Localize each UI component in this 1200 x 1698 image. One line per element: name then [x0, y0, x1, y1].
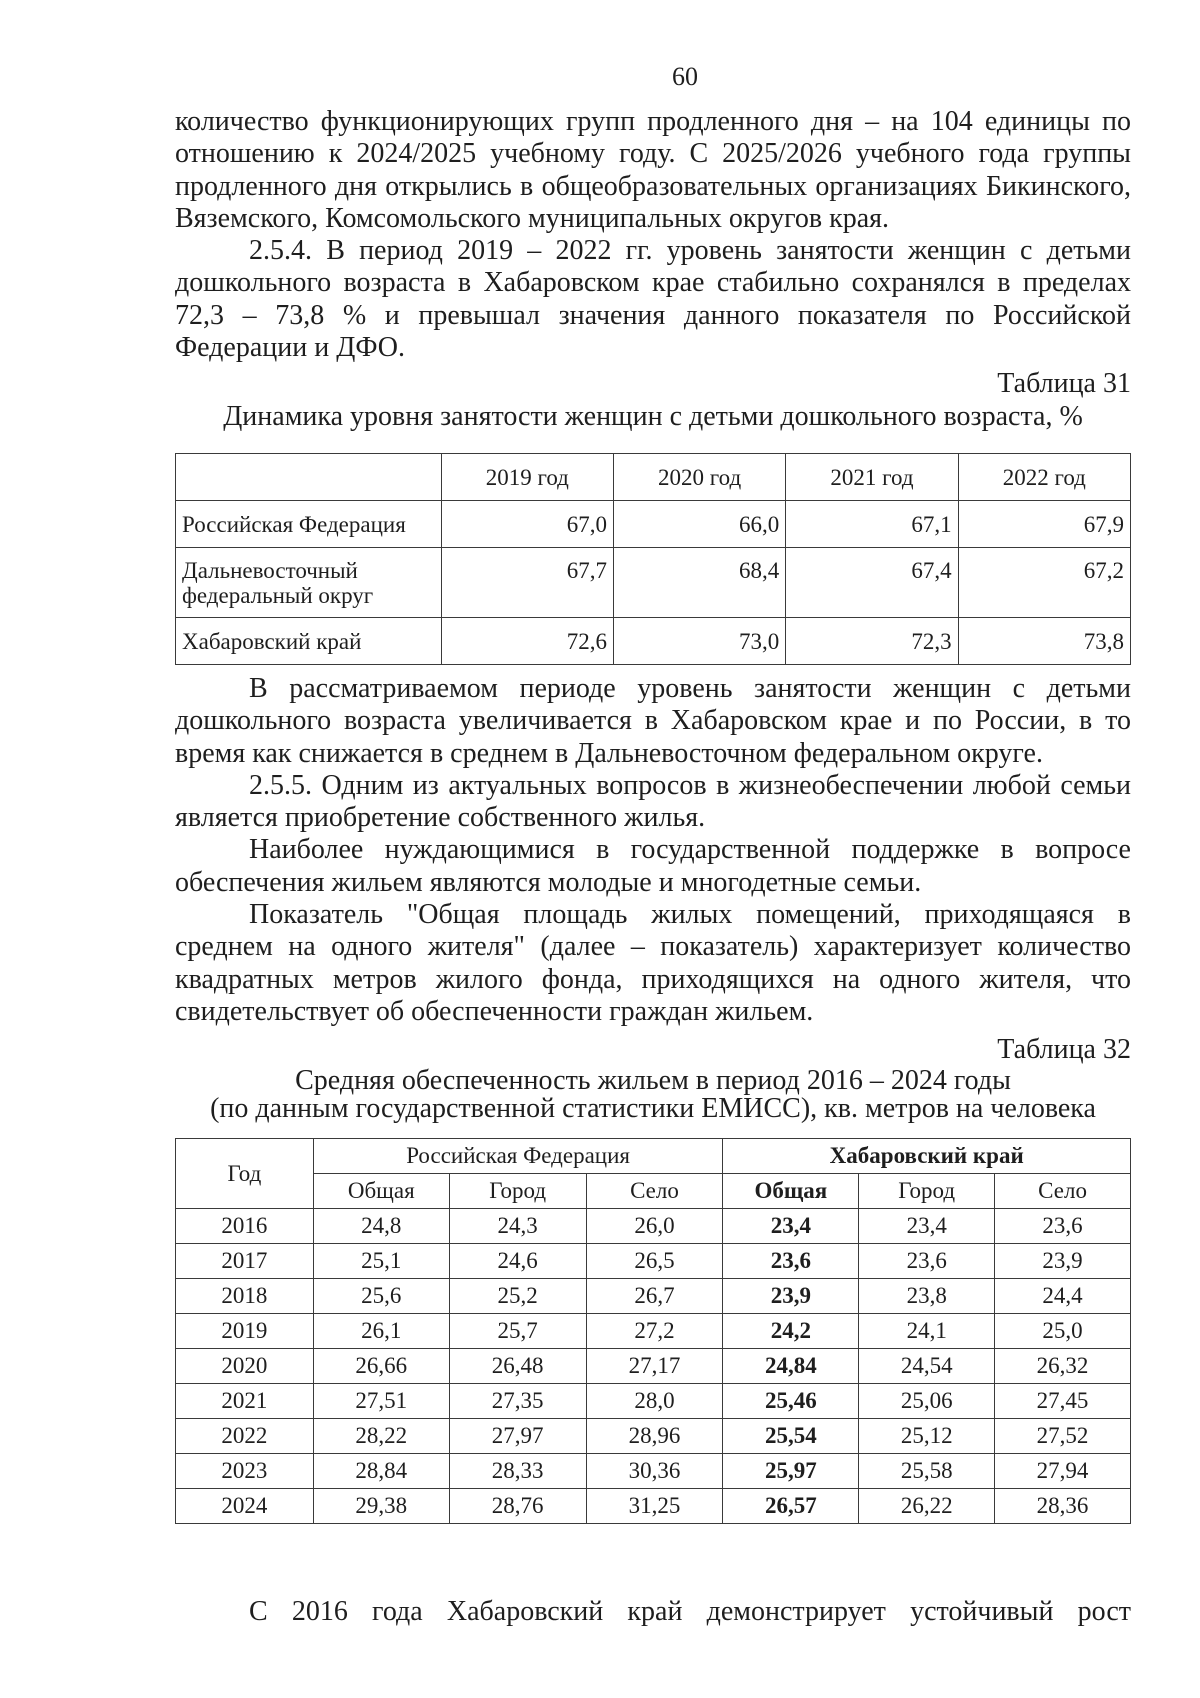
- table32-cell: 25,7: [449, 1314, 586, 1349]
- page-number: 60: [672, 62, 698, 91]
- table32-cell: 28,22: [313, 1419, 449, 1454]
- table-32: [175, 1138, 1131, 1524]
- table32-cell: 24,4: [995, 1279, 1131, 1314]
- table32-cell: 25,06: [859, 1384, 995, 1419]
- table32-row: [176, 1454, 1131, 1489]
- table32-cell: 28,84: [313, 1454, 449, 1489]
- table31-cell: 67,4: [786, 548, 958, 618]
- table32-year-cell: 2024: [176, 1489, 314, 1524]
- paragraph-1: количество функционирующих групп продленного дня – на 104 единицы по отношению к 2024/2025 учебному году. С 2025/2026 учебного года группы продленного дня открылись в общеобразовательных организациях Бикинского, Вяземского, Комсомольского муниципальных округов края.: [175, 106, 1131, 234]
- table32-cell: 23,6: [859, 1244, 995, 1279]
- table32-subheader: Общая: [723, 1174, 859, 1209]
- table31-row: [176, 618, 1131, 665]
- table32-subheader: Общая: [313, 1174, 449, 1209]
- table31-row: [176, 501, 1131, 548]
- table31-cell: 67,9: [958, 501, 1130, 548]
- table32-group-header-row: [176, 1139, 1131, 1174]
- table32-year-cell: 2021: [176, 1384, 314, 1419]
- paragraph-7: С 2016 года Хабаровский край демонстрирует устойчивый рост: [249, 1596, 1131, 1627]
- table31-cell: 72,6: [441, 618, 613, 665]
- table32-cell: 28,0: [586, 1384, 723, 1419]
- table32-cell: 27,17: [586, 1349, 723, 1384]
- table32-cell: 23,9: [995, 1244, 1131, 1279]
- table31-cell: 67,7: [441, 548, 613, 618]
- paragraph-2: 2.5.4. В период 2019 – 2022 гг. уровень занятости женщин с детьми дошкольного возраста в Хабаровском крае стабильно сохранялся в пределах 72,3 – 73,8 % и превышал значения данного показателя по Российской Федерации и ДФО.: [175, 235, 1131, 364]
- table31-cell: 67,2: [958, 548, 1130, 618]
- table-31: [175, 453, 1131, 665]
- paragraph-3: В рассматриваемом периоде уровень занятости женщин с детьми дошкольного возраста увеличивается в Хабаровском крае и по России, в то время как снижается в среднем в Дальневосточном федеральном округе.: [175, 673, 1131, 769]
- table32-year-cell: 2017: [176, 1244, 314, 1279]
- table32-cell: 23,6: [723, 1244, 859, 1279]
- table31-row-label: Дальневосточный федеральный округ: [176, 548, 442, 618]
- table32-cell: 23,4: [859, 1209, 995, 1244]
- table32-cell: 25,6: [313, 1279, 449, 1314]
- table32-cell: 24,3: [449, 1209, 586, 1244]
- table32-cell: 23,4: [723, 1209, 859, 1244]
- table32-cell: 24,2: [723, 1314, 859, 1349]
- table31-cell: 67,1: [786, 501, 958, 548]
- table31-row-label: Хабаровский край: [176, 618, 442, 665]
- table31-header-row: [176, 454, 1131, 501]
- table32-cell: 25,97: [723, 1454, 859, 1489]
- table32-subheader: Город: [449, 1174, 586, 1209]
- table32-cell: 25,58: [859, 1454, 995, 1489]
- table32-cell: 27,97: [449, 1419, 586, 1454]
- table32-year-cell: 2022: [176, 1419, 314, 1454]
- table32-cell: 25,1: [313, 1244, 449, 1279]
- table32-cell: 25,2: [449, 1279, 586, 1314]
- table32-cell: 23,6: [995, 1209, 1131, 1244]
- text-block-bottom: [175, 1596, 1131, 1628]
- table32-cell: 25,54: [723, 1419, 859, 1454]
- table32-cell: 28,76: [449, 1489, 586, 1524]
- table32-subheader: Город: [859, 1174, 995, 1209]
- table32-cell: 28,96: [586, 1419, 723, 1454]
- table32-subheader-row: [176, 1174, 1131, 1209]
- table32-cell: 29,38: [313, 1489, 449, 1524]
- table32-cell: 24,54: [859, 1349, 995, 1384]
- table32-cell: 27,45: [995, 1384, 1131, 1419]
- table32-row: [176, 1349, 1131, 1384]
- table31-cell: 66,0: [613, 501, 785, 548]
- paragraph-4: 2.5.5. Одним из актуальных вопросов в жизнеобеспечении любой семьи является приобретение собственного жилья.: [175, 769, 1131, 834]
- table32-body: [176, 1209, 1131, 1524]
- table32-cell: 25,12: [859, 1419, 995, 1454]
- table31-cell: 68,4: [613, 548, 785, 618]
- table32-cell: 26,0: [586, 1209, 723, 1244]
- table32-subheader: Село: [995, 1174, 1131, 1209]
- table32-label: Таблица 32: [997, 1034, 1131, 1066]
- table32-cell: 26,32: [995, 1349, 1131, 1384]
- table32-group-header-khabarovsk: Хабаровский край: [723, 1139, 1131, 1174]
- table31-header-cell: 2021 год: [786, 454, 958, 501]
- table31-cell: 73,0: [613, 618, 785, 665]
- paragraph-6: Показатель "Общая площадь жилых помещений, приходящаяся в среднем на одного жителя" (далее – показатель) характеризует количество квадратных метров жилого фонда, приходящихся на одного жителя, что свидетельствует об обеспеченности граждан жильем.: [175, 899, 1131, 1027]
- table31-cell: 72,3: [786, 618, 958, 665]
- table32-cell: 25,46: [723, 1384, 859, 1419]
- table32-year-cell: 2020: [176, 1349, 314, 1384]
- table32-cell: 27,94: [995, 1454, 1131, 1489]
- table32-cell: 26,57: [723, 1489, 859, 1524]
- table31-title: Динамика уровня занятости женщин с детьми дошкольного возраста, %: [223, 400, 1083, 432]
- table31-cell: 67,0: [441, 501, 613, 548]
- table32-title-line2: (по данным государственной статистики ЕМИСС), кв. метров на человека: [210, 1092, 1096, 1124]
- table32-cell: 24,6: [449, 1244, 586, 1279]
- table32-cell: 26,66: [313, 1349, 449, 1384]
- table32-cell: 28,33: [449, 1454, 586, 1489]
- table32-cell: 27,2: [586, 1314, 723, 1349]
- table32-cell: 27,35: [449, 1384, 586, 1419]
- text-block-top: [175, 106, 1131, 433]
- table32-cell: 27,52: [995, 1419, 1131, 1454]
- table32-row: [176, 1384, 1131, 1419]
- table31-cell: 73,8: [958, 618, 1130, 665]
- table32-cell: 24,1: [859, 1314, 995, 1349]
- table32-cell: 26,1: [313, 1314, 449, 1349]
- table32-row: [176, 1209, 1131, 1244]
- table31-header-cell: [176, 454, 442, 501]
- table32-row: [176, 1314, 1131, 1349]
- table31-row: [176, 548, 1131, 618]
- table32-cell: 24,8: [313, 1209, 449, 1244]
- table32-cell: 30,36: [586, 1454, 723, 1489]
- table32-cell: 25,0: [995, 1314, 1131, 1349]
- table32-group-header-rf: Российская Федерация: [313, 1139, 723, 1174]
- table32-cell: 26,5: [586, 1244, 723, 1279]
- table32-cell: 23,9: [723, 1279, 859, 1314]
- table32-row: [176, 1489, 1131, 1524]
- table32-cell: 23,8: [859, 1279, 995, 1314]
- table31-header-cell: 2022 год: [958, 454, 1130, 501]
- table32-cell: 26,48: [449, 1349, 586, 1384]
- table32-cell: 26,22: [859, 1489, 995, 1524]
- table31-header-cell: 2019 год: [441, 454, 613, 501]
- table32-cell: 24,84: [723, 1349, 859, 1384]
- table32-row: [176, 1279, 1131, 1314]
- table32-year-cell: 2023: [176, 1454, 314, 1489]
- table32-cell: 31,25: [586, 1489, 723, 1524]
- table32-year-cell: 2019: [176, 1314, 314, 1349]
- table31-header-cell: 2020 год: [613, 454, 785, 501]
- text-block-middle: [175, 673, 1131, 1123]
- table32-title-line1: Средняя обеспеченность жильем в период 2016 – 2024 годы: [295, 1064, 1011, 1096]
- table32-cell: 26,7: [586, 1279, 723, 1314]
- table32-year-header: Год: [176, 1139, 314, 1209]
- table32-cell: 28,36: [995, 1489, 1131, 1524]
- table32-row: [176, 1419, 1131, 1454]
- table31-row-label: Российская Федерация: [176, 501, 442, 548]
- table32-year-cell: 2016: [176, 1209, 314, 1244]
- paragraph-5: Наиболее нуждающимися в государственной поддержке в вопросе обеспечения жильем являются молодые и многодетные семьи.: [175, 834, 1131, 898]
- table32-row: [176, 1244, 1131, 1279]
- table32-subheader: Село: [586, 1174, 723, 1209]
- table32-year-cell: 2018: [176, 1279, 314, 1314]
- table32-cell: 27,51: [313, 1384, 449, 1419]
- table31-label: Таблица 31: [997, 368, 1131, 400]
